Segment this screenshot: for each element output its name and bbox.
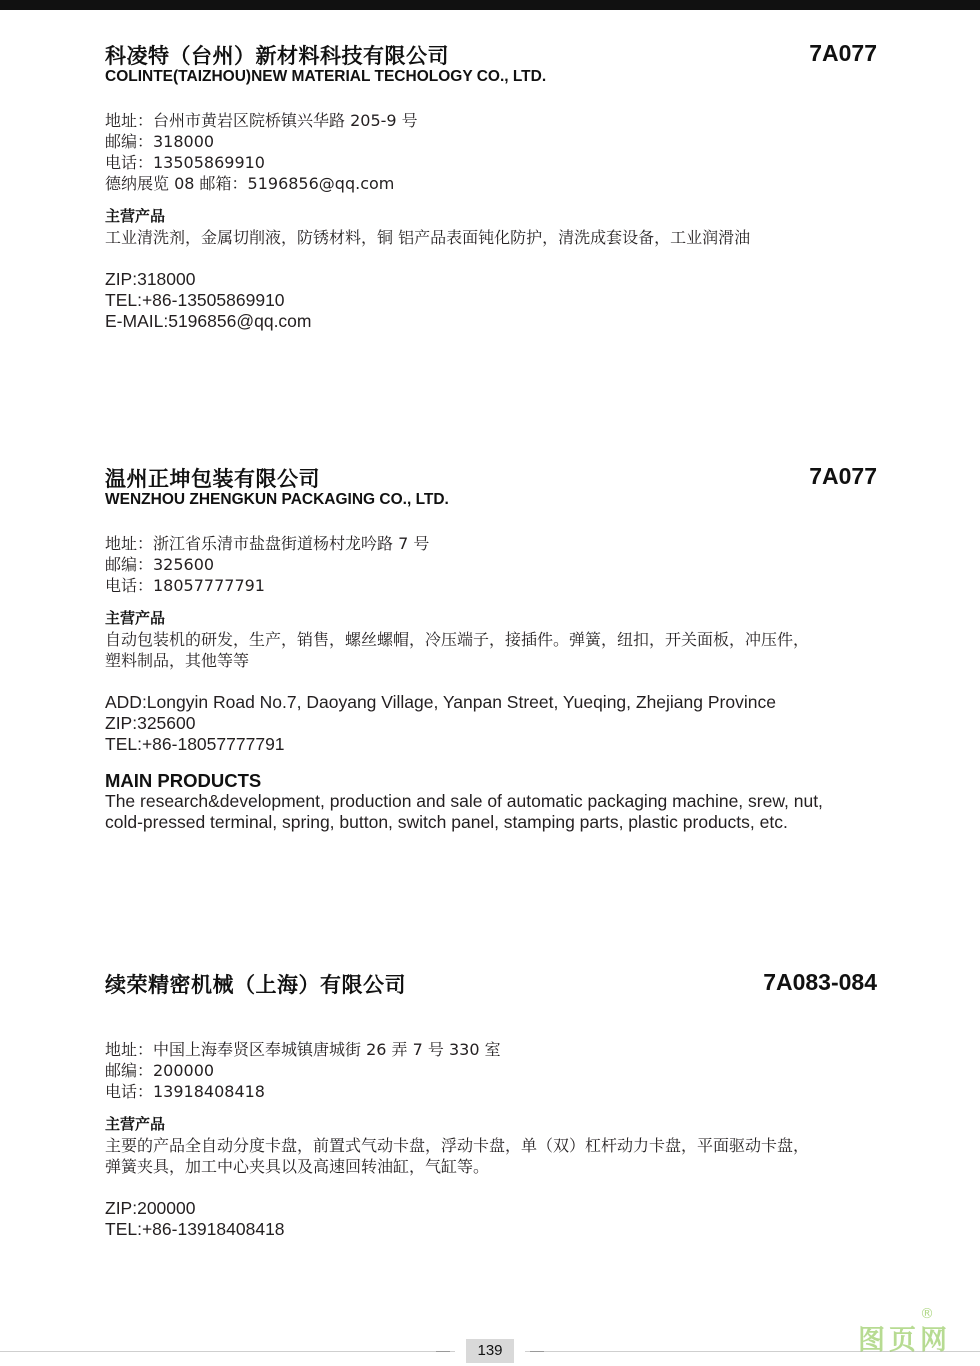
registered-mark: ® — [920, 1306, 934, 1322]
email-en: E-MAIL:5196856@qq.com — [105, 311, 312, 331]
products-cn-line: 塑料制品，其他等等 — [105, 651, 250, 670]
phone-cn: 电话：18057777791 — [105, 576, 265, 595]
company-name-en: COLINTE(TAIZHOU)NEW MATERIAL TECHOLOGY CO., LTD. — [105, 68, 547, 85]
company-title-row — [105, 463, 877, 491]
watermark-logo — [858, 1306, 968, 1356]
tel-en: TEL:+86-13918408418 — [105, 1219, 285, 1239]
products-cn-line: 自动包装机的研发，生产，销售，螺丝螺帽，冷压端子，接插件。弹簧，纽扣，开关面板，冲压件， — [105, 630, 810, 649]
postcode-cn: 邮编：318000 — [105, 132, 215, 151]
address-cn: 地址：中国上海奉贤区奉城镇唐城街 26 弄 7 号 330 室 — [105, 1040, 501, 1059]
watermark-text: 图页网 — [858, 1325, 951, 1356]
address-cn: 地址：浙江省乐清市盐盘街道杨村龙吟路 7 号 — [105, 534, 430, 553]
address-cn: 地址：台州市黄岩区院桥镇兴华路 205-9 号 — [105, 111, 418, 130]
zip-en: ZIP:325600 — [105, 713, 196, 733]
footer-rule-accent-left — [436, 1351, 450, 1352]
phone-cn: 电话：13918408418 — [105, 1082, 265, 1101]
products-heading-cn: 主营产品 — [105, 609, 166, 627]
booth-number: 7A083-084 — [763, 969, 877, 995]
page-footer — [0, 1338, 980, 1366]
company-name-cn: 温州正坤包装有限公司 — [105, 467, 320, 491]
products-heading-cn: 主营产品 — [105, 207, 166, 225]
email-cn: 德纳展览 08 邮箱：5196856@qq.com — [105, 174, 395, 193]
top-border-bar — [0, 0, 980, 10]
page-number: 139 — [466, 1339, 514, 1363]
company-entry-colinte — [105, 40, 877, 332]
zip-en: ZIP:200000 — [105, 1198, 196, 1218]
main-products-en-line: cold-pressed terminal, spring, button, switch panel, stamping parts, plastic products, etc. — [105, 812, 788, 832]
products-cn-line: 工业清洗剂，金属切削液，防锈材料，铜 铝产品表面钝化防护，清洗成套设备，工业润滑油 — [105, 228, 751, 247]
products-heading-cn: 主营产品 — [105, 1115, 166, 1133]
company-entry-xurong — [105, 969, 877, 1240]
tel-en: TEL:+86-18057777791 — [105, 734, 285, 754]
company-title-row — [105, 40, 877, 68]
company-name-cn: 科凌特（台州）新材料科技有限公司 — [105, 44, 449, 68]
footer-rule-accent-right — [530, 1351, 544, 1352]
products-cn-line: 弹簧夹具，加工中心夹具以及高速回转油缸，气缸等。 — [105, 1157, 490, 1176]
footer-rule-left — [0, 1351, 455, 1352]
main-products-en-line: The research&development, production and sale of automatic packaging machine, srew, nut, — [105, 791, 823, 811]
company-name-en: WENZHOU ZHENGKUN PACKAGING CO., LTD. — [105, 491, 449, 508]
company-name-cn: 续荣精密机械（上海）有限公司 — [105, 973, 406, 997]
postcode-cn: 邮编：325600 — [105, 555, 215, 574]
company-entry-zhengkun — [105, 463, 877, 833]
phone-cn: 电话：13505869910 — [105, 153, 265, 172]
tel-en: TEL:+86-13505869910 — [105, 290, 285, 310]
zip-en: ZIP:318000 — [105, 269, 196, 289]
booth-number: 7A077 — [809, 40, 877, 66]
postcode-cn: 邮编：200000 — [105, 1061, 215, 1080]
company-title-row — [105, 969, 877, 997]
main-products-heading-en: MAIN PRODUCTS — [105, 770, 262, 791]
address-en: ADD:Longyin Road No.7, Daoyang Village, Yanpan Street, Yueqing, Zhejiang Province — [105, 692, 776, 712]
booth-number: 7A077 — [809, 463, 877, 489]
products-cn-line: 主要的产品全自动分度卡盘，前置式气动卡盘，浮动卡盘，单（双）杠杆动力卡盘，平面驱动卡盘， — [105, 1136, 810, 1155]
